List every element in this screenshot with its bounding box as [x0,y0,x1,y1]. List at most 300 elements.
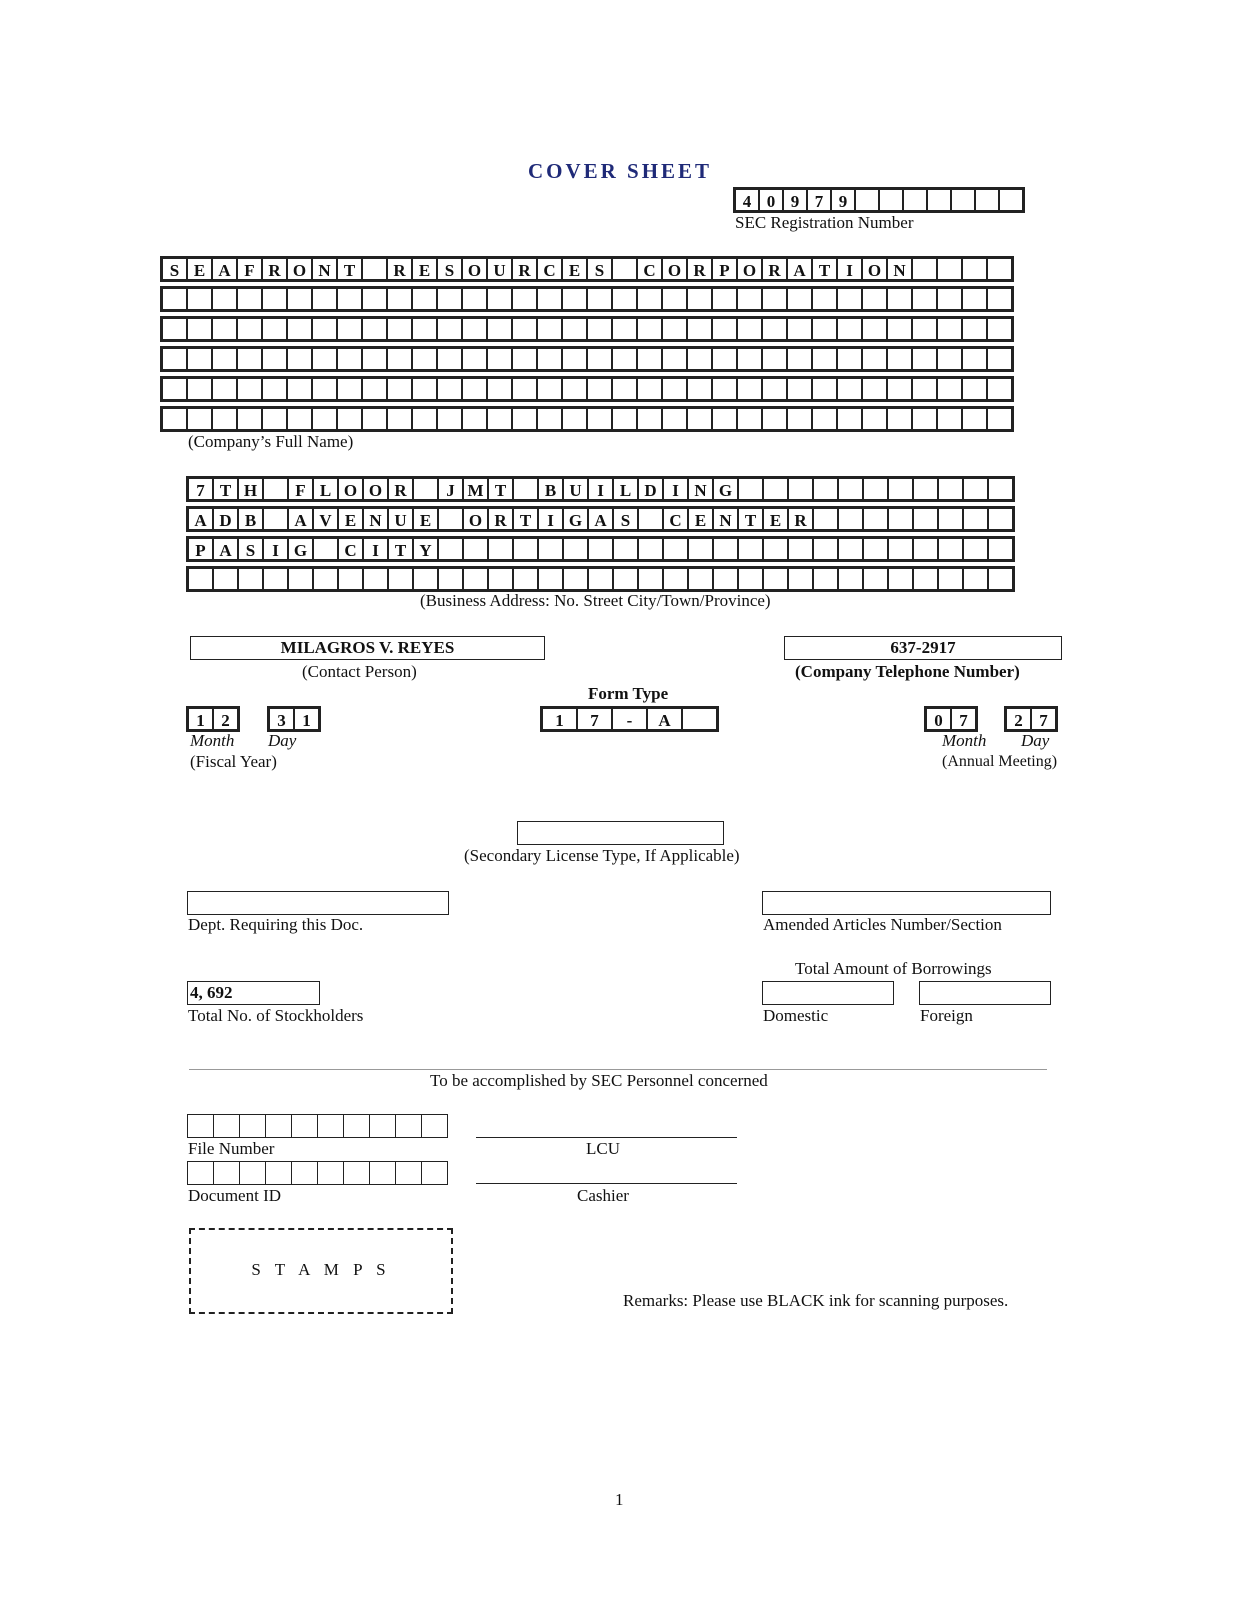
char-cell[interactable] [836,287,863,311]
char-cell[interactable] [612,567,639,591]
char-cell[interactable] [861,317,888,341]
char-cell[interactable] [686,287,713,311]
char-cell[interactable] [311,377,338,401]
char-cell[interactable]: S [436,257,463,281]
char-cell[interactable] [736,287,763,311]
char-cell[interactable] [837,567,864,591]
char-cell[interactable] [986,317,1013,341]
char-cell[interactable] [937,477,964,501]
char-cell[interactable] [926,188,952,212]
char-cell[interactable] [761,287,788,311]
char-cell[interactable] [436,317,463,341]
fiscal-month-grid[interactable] [187,707,239,731]
char-cell[interactable] [886,377,913,401]
char-cell[interactable] [712,537,739,561]
char-cell[interactable] [862,537,889,561]
char-cell[interactable]: P [711,257,738,281]
char-cell[interactable]: E [561,257,588,281]
char-cell[interactable] [212,567,239,591]
char-cell[interactable]: A [646,707,683,731]
char-cell[interactable] [461,317,488,341]
char-cell[interactable] [711,287,738,311]
char-cell[interactable]: 2 [1005,707,1032,731]
char-cell[interactable] [936,377,963,401]
char-cell[interactable] [411,287,438,311]
char-cell[interactable] [186,407,213,431]
char-cell[interactable] [437,567,464,591]
char-cell[interactable] [936,317,963,341]
char-cell[interactable] [986,377,1013,401]
char-cell[interactable] [312,537,339,561]
char-cell[interactable] [265,1114,292,1138]
char-cell[interactable]: O [337,477,364,501]
char-cell[interactable] [236,407,263,431]
char-cell[interactable] [343,1161,370,1185]
char-cell[interactable] [421,1114,448,1138]
char-cell[interactable] [836,347,863,371]
char-cell[interactable] [686,347,713,371]
char-cell[interactable] [236,287,263,311]
char-cell[interactable] [987,537,1014,561]
char-cell[interactable] [786,317,813,341]
char-cell[interactable]: 3 [268,707,295,731]
char-cell[interactable] [487,567,514,591]
char-cell[interactable] [311,287,338,311]
char-cell[interactable] [461,347,488,371]
char-cell[interactable]: L [312,477,339,501]
char-cell[interactable] [561,317,588,341]
char-cell[interactable] [487,537,514,561]
char-cell[interactable] [239,1114,266,1138]
char-cell[interactable] [887,567,914,591]
char-cell[interactable] [411,317,438,341]
telephone-field[interactable]: 637-2917 [784,636,1062,660]
char-cell[interactable]: O [286,257,313,281]
char-cell[interactable]: N [712,507,739,531]
char-cell[interactable] [911,257,938,281]
char-cell[interactable] [986,287,1013,311]
char-cell[interactable] [811,347,838,371]
char-cell[interactable]: R [686,257,713,281]
char-cell[interactable]: T [737,507,764,531]
char-cell[interactable] [811,407,838,431]
char-cell[interactable] [936,257,963,281]
char-cell[interactable] [311,347,338,371]
char-cell[interactable] [211,407,238,431]
char-cell[interactable] [562,537,589,561]
company-name-row[interactable] [161,407,1013,431]
char-cell[interactable] [337,567,364,591]
char-cell[interactable]: J [437,477,464,501]
char-cell[interactable] [361,257,388,281]
char-cell[interactable] [636,347,663,371]
business-address-row[interactable] [187,507,1014,531]
char-cell[interactable] [462,567,489,591]
char-cell[interactable]: 2 [212,707,239,731]
char-cell[interactable]: N [362,507,389,531]
char-cell[interactable] [711,317,738,341]
char-cell[interactable] [265,1161,292,1185]
char-cell[interactable] [186,317,213,341]
char-cell[interactable] [561,287,588,311]
char-cell[interactable] [386,347,413,371]
char-cell[interactable] [361,347,388,371]
char-cell[interactable]: R [386,257,413,281]
char-cell[interactable] [312,567,339,591]
char-cell[interactable] [812,477,839,501]
char-cell[interactable] [387,567,414,591]
char-cell[interactable] [986,407,1013,431]
char-cell[interactable] [462,537,489,561]
char-cell[interactable] [421,1161,448,1185]
char-cell[interactable] [837,507,864,531]
char-cell[interactable] [736,347,763,371]
char-cell[interactable] [837,537,864,561]
char-cell[interactable]: I [262,537,289,561]
foreign-borrowings-field[interactable] [919,981,1051,1005]
char-cell[interactable] [662,537,689,561]
char-cell[interactable]: 7 [806,188,832,212]
char-cell[interactable]: R [387,477,414,501]
char-cell[interactable] [736,407,763,431]
char-cell[interactable] [986,347,1013,371]
char-cell[interactable] [411,377,438,401]
form-type-grid[interactable] [541,707,718,731]
char-cell[interactable] [611,317,638,341]
char-cell[interactable] [762,537,789,561]
char-cell[interactable] [486,407,513,431]
char-cell[interactable] [461,287,488,311]
char-cell[interactable] [317,1161,344,1185]
char-cell[interactable] [687,537,714,561]
char-cell[interactable] [213,1114,240,1138]
char-cell[interactable] [861,287,888,311]
char-cell[interactable] [912,477,939,501]
char-cell[interactable]: P [187,537,214,561]
char-cell[interactable] [637,537,664,561]
char-cell[interactable] [336,317,363,341]
char-cell[interactable] [761,377,788,401]
char-cell[interactable] [661,347,688,371]
char-cell[interactable] [987,567,1014,591]
char-cell[interactable] [736,317,763,341]
char-cell[interactable] [912,567,939,591]
char-cell[interactable] [437,537,464,561]
char-cell[interactable] [336,347,363,371]
char-cell[interactable] [336,377,363,401]
char-cell[interactable] [161,377,188,401]
char-cell[interactable] [187,1114,214,1138]
char-cell[interactable] [687,567,714,591]
char-cell[interactable] [486,287,513,311]
char-cell[interactable] [962,537,989,561]
char-cell[interactable] [236,347,263,371]
char-cell[interactable] [878,188,904,212]
char-cell[interactable] [239,1161,266,1185]
char-cell[interactable] [561,377,588,401]
char-cell[interactable]: G [562,507,589,531]
char-cell[interactable] [762,567,789,591]
char-cell[interactable]: T [387,537,414,561]
char-cell[interactable]: O [736,257,763,281]
char-cell[interactable]: 7 [950,707,977,731]
char-cell[interactable] [386,317,413,341]
char-cell[interactable] [261,407,288,431]
char-cell[interactable] [262,567,289,591]
meeting-day-grid[interactable] [1005,707,1057,731]
char-cell[interactable] [587,537,614,561]
char-cell[interactable] [737,567,764,591]
char-cell[interactable]: 1 [293,707,320,731]
char-cell[interactable] [761,347,788,371]
char-cell[interactable]: 7 [1030,707,1057,731]
char-cell[interactable] [262,477,289,501]
char-cell[interactable] [395,1114,422,1138]
char-cell[interactable] [286,287,313,311]
char-cell[interactable] [161,407,188,431]
char-cell[interactable] [536,287,563,311]
char-cell[interactable] [436,287,463,311]
char-cell[interactable] [461,377,488,401]
char-cell[interactable]: I [587,477,614,501]
char-cell[interactable] [161,317,188,341]
char-cell[interactable] [511,407,538,431]
char-cell[interactable] [186,287,213,311]
char-cell[interactable] [386,407,413,431]
char-cell[interactable] [187,1161,214,1185]
char-cell[interactable]: E [411,257,438,281]
char-cell[interactable] [762,477,789,501]
char-cell[interactable] [369,1161,396,1185]
char-cell[interactable] [736,377,763,401]
char-cell[interactable] [213,1161,240,1185]
char-cell[interactable] [912,537,939,561]
char-cell[interactable] [343,1114,370,1138]
char-cell[interactable]: F [287,477,314,501]
char-cell[interactable] [187,567,214,591]
char-cell[interactable]: D [637,477,664,501]
char-cell[interactable] [361,377,388,401]
char-cell[interactable]: T [811,257,838,281]
char-cell[interactable]: C [662,507,689,531]
char-cell[interactable] [637,567,664,591]
char-cell[interactable]: N [687,477,714,501]
char-cell[interactable]: D [212,507,239,531]
char-cell[interactable] [286,407,313,431]
company-name-row[interactable] [161,347,1013,371]
char-cell[interactable]: C [536,257,563,281]
char-cell[interactable] [911,377,938,401]
char-cell[interactable] [236,377,263,401]
char-cell[interactable] [812,567,839,591]
char-cell[interactable]: N [886,257,913,281]
char-cell[interactable]: 7 [576,707,613,731]
char-cell[interactable] [887,507,914,531]
char-cell[interactable] [536,347,563,371]
char-cell[interactable] [261,287,288,311]
char-cell[interactable]: O [461,257,488,281]
char-cell[interactable] [862,477,889,501]
char-cell[interactable] [286,347,313,371]
char-cell[interactable] [211,347,238,371]
char-cell[interactable]: O [661,257,688,281]
char-cell[interactable]: R [261,257,288,281]
char-cell[interactable] [661,377,688,401]
char-cell[interactable] [636,317,663,341]
fiscal-day-grid[interactable] [268,707,320,731]
char-cell[interactable] [486,377,513,401]
char-cell[interactable] [512,537,539,561]
char-cell[interactable] [837,477,864,501]
char-cell[interactable]: L [612,477,639,501]
char-cell[interactable]: V [312,507,339,531]
document-id-grid[interactable] [187,1161,448,1185]
char-cell[interactable] [787,567,814,591]
char-cell[interactable] [937,507,964,531]
char-cell[interactable]: E [762,507,789,531]
char-cell[interactable] [291,1161,318,1185]
char-cell[interactable]: T [487,477,514,501]
char-cell[interactable] [286,377,313,401]
char-cell[interactable] [911,347,938,371]
char-cell[interactable]: B [237,507,264,531]
char-cell[interactable] [862,567,889,591]
char-cell[interactable] [937,537,964,561]
char-cell[interactable] [854,188,880,212]
char-cell[interactable] [311,407,338,431]
char-cell[interactable]: A [287,507,314,531]
char-cell[interactable] [786,347,813,371]
char-cell[interactable]: E [412,507,439,531]
char-cell[interactable] [586,407,613,431]
char-cell[interactable] [386,287,413,311]
char-cell[interactable]: I [362,537,389,561]
char-cell[interactable] [911,287,938,311]
char-cell[interactable] [961,317,988,341]
char-cell[interactable] [611,407,638,431]
char-cell[interactable] [962,507,989,531]
char-cell[interactable] [862,507,889,531]
char-cell[interactable] [291,1114,318,1138]
char-cell[interactable]: 9 [830,188,856,212]
char-cell[interactable]: O [861,257,888,281]
char-cell[interactable] [236,317,263,341]
char-cell[interactable]: 1 [187,707,214,731]
char-cell[interactable] [411,347,438,371]
char-cell[interactable] [611,287,638,311]
char-cell[interactable]: T [212,477,239,501]
char-cell[interactable] [311,317,338,341]
char-cell[interactable] [636,407,663,431]
char-cell[interactable] [586,287,613,311]
char-cell[interactable]: 1 [541,707,578,731]
char-cell[interactable] [261,377,288,401]
char-cell[interactable]: E [186,257,213,281]
char-cell[interactable]: I [537,507,564,531]
char-cell[interactable]: T [512,507,539,531]
char-cell[interactable] [361,407,388,431]
char-cell[interactable] [811,287,838,311]
char-cell[interactable] [987,507,1014,531]
char-cell[interactable] [211,377,238,401]
char-cell[interactable]: S [161,257,188,281]
char-cell[interactable]: N [311,257,338,281]
char-cell[interactable] [761,407,788,431]
char-cell[interactable] [461,407,488,431]
char-cell[interactable] [511,377,538,401]
char-cell[interactable] [211,287,238,311]
char-cell[interactable] [786,287,813,311]
char-cell[interactable] [886,347,913,371]
char-cell[interactable] [361,317,388,341]
lcu-signature-line[interactable] [476,1137,737,1138]
char-cell[interactable] [637,507,664,531]
char-cell[interactable]: R [487,507,514,531]
char-cell[interactable] [436,407,463,431]
char-cell[interactable] [395,1161,422,1185]
char-cell[interactable] [711,347,738,371]
char-cell[interactable] [787,537,814,561]
char-cell[interactable] [836,407,863,431]
char-cell[interactable] [512,477,539,501]
char-cell[interactable]: G [287,537,314,561]
char-cell[interactable] [661,407,688,431]
char-cell[interactable]: 9 [782,188,808,212]
char-cell[interactable] [686,317,713,341]
char-cell[interactable] [286,317,313,341]
company-name-row[interactable] [161,317,1013,341]
char-cell[interactable]: O [362,477,389,501]
char-cell[interactable] [886,407,913,431]
amended-articles-field[interactable] [762,891,1051,915]
char-cell[interactable] [537,537,564,561]
char-cell[interactable]: A [587,507,614,531]
char-cell[interactable] [961,257,988,281]
char-cell[interactable] [636,377,663,401]
char-cell[interactable] [586,347,613,371]
secondary-license-field[interactable] [517,821,724,845]
char-cell[interactable] [962,477,989,501]
char-cell[interactable] [786,407,813,431]
contact-person-field[interactable]: MILAGROS V. REYES [190,636,545,660]
char-cell[interactable] [611,257,638,281]
char-cell[interactable] [861,347,888,371]
char-cell[interactable]: 7 [187,477,214,501]
char-cell[interactable] [636,287,663,311]
sec-registration-grid[interactable] [734,188,1024,212]
char-cell[interactable] [562,567,589,591]
char-cell[interactable]: 0 [758,188,784,212]
char-cell[interactable] [662,567,689,591]
char-cell[interactable] [587,567,614,591]
char-cell[interactable] [861,407,888,431]
char-cell[interactable] [812,537,839,561]
char-cell[interactable] [962,567,989,591]
char-cell[interactable] [561,347,588,371]
cashier-signature-line[interactable] [476,1183,737,1184]
char-cell[interactable] [317,1114,344,1138]
char-cell[interactable] [336,407,363,431]
char-cell[interactable]: B [537,477,564,501]
char-cell[interactable]: S [612,507,639,531]
char-cell[interactable]: I [662,477,689,501]
char-cell[interactable] [536,407,563,431]
char-cell[interactable]: T [336,257,363,281]
char-cell[interactable] [961,287,988,311]
char-cell[interactable] [761,317,788,341]
char-cell[interactable] [511,347,538,371]
file-number-grid[interactable] [187,1114,448,1138]
